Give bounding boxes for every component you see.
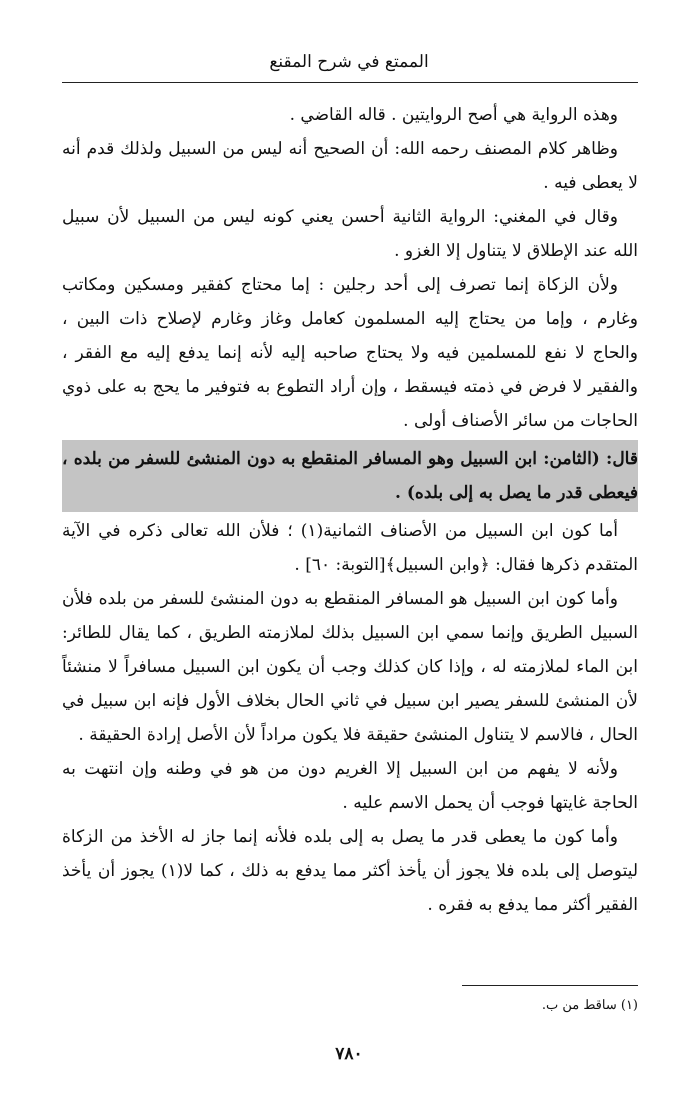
footnote: (١) ساقط من ب. [541, 998, 638, 1013]
header-divider [62, 82, 638, 83]
page-number: ٧٨٠ [335, 1044, 363, 1064]
footnote-divider [462, 985, 638, 986]
paragraph: ولأنه لا يفهم من ابن السبيل إلا الغريم دون من هو في وطنه وإن انتهت به الحاجة غايتها فوجب أن يحمل الاسم عليه . [62, 759, 638, 813]
running-header: الممتع في شرح المقنع [269, 52, 429, 72]
paragraph: أما كون ابن السبيل من الأصناف الثمانية(١) ؛ فلأن الله تعالى ذكره في الآية المتقدم ذكرها فقال: ﴿وابن السبيل﴾[التوبة: ٦٠] . [62, 521, 638, 575]
paragraph: ولأن الزكاة إنما تصرف إلى أحد رجلين : إما محتاج كفقير ومسكين ومكاتب وغارم ، وإما من يحتاج إليه المسلمون كعامل وغاز وغارم لإصلاح ذات البين ، والحاج لا نفع للمسلمين فيه ولا يحتاج صاحبه إليه لأنه إنما يدفع إليه مع الفقر ، والفقير لا فرض في ذمته فيسقط ، وإن أراد التطوع به فتوفير ما يحج به على ذوي الحاجات من سائر الأصناف أولى . [62, 275, 638, 431]
paragraph: وقال في المغني: الرواية الثانية أحسن يعني كونه ليس من السبيل لأن سبيل الله عند الإطلاق لا يتناول إلا الغزو . [62, 207, 638, 261]
paragraph: وظاهر كلام المصنف رحمه الله: أن الصحيح أنه ليس من السبيل ولذلك قدم أنه لا يعطى فيه . [62, 139, 638, 193]
main-text [62, 98, 638, 922]
paragraph: وهذه الرواية هي أصح الروايتين . قاله القاضي . [289, 105, 618, 125]
paragraph: وأما كون ما يعطى قدر ما يصل به إلى بلده فلأنه إنما جاز له الأخذ من الزكاة ليتوصل إلى بلده فلا يجوز أن يأخذ أكثر مما يدفع به ذلك ، كما لا(١) يجوز أن يأخذ الفقير أكثر مما يدفع به فقره . [62, 827, 639, 915]
matn-text: قال: (الثامن: ابن السبيل وهو المسافر المنقطع به دون المنشئ للسفر من بلده ، فيعطى قدر ما يصل به إلى بلده) . [62, 449, 638, 503]
matn-highlight-block [62, 440, 638, 512]
paragraph: وأما كون ابن السبيل هو المسافر المنقطع به دون المنشئ للسفر من بلده فلأن السبيل الطريق وإنما سمي ابن السبيل بذلك لملازمته الطريق ، كما يقال للطائر: ابن الماء لملازمته له ، وإذا كان كذلك وجب أن يكون ابن السبيل مسافراً لا منشئاً لأن المنشئ للسفر يصير ابن سبيل في ثاني الحال بخلاف الأول فإنه ابن سبيل في الحال ، فالاسم لا يتناول المنشئ حقيقة فلا يكون مراداً لأن الأصل إرادة الحقيقة . [62, 589, 638, 745]
